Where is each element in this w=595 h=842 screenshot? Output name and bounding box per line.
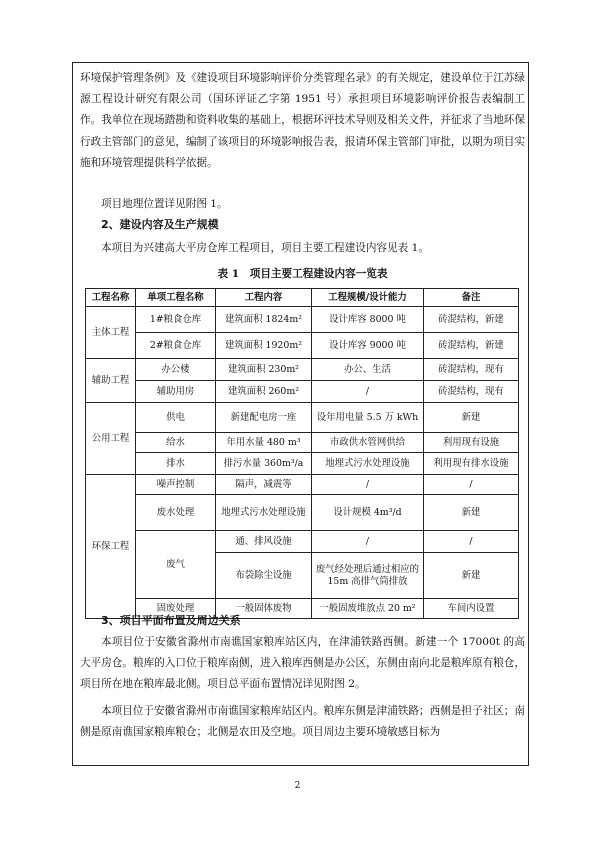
table-cell: 新建 xyxy=(424,553,519,599)
table-cell: 噪声控制 xyxy=(136,475,216,495)
table-cell: 隔声，减震等 xyxy=(216,475,312,495)
table-cell: 年用水量 480 m³ xyxy=(216,433,312,453)
table-row xyxy=(86,453,519,475)
header-cell: 工程名称 xyxy=(86,289,136,307)
table-row xyxy=(86,359,519,381)
table-cell: / xyxy=(424,475,519,495)
table-cell: 设计库容 9000 吨 xyxy=(312,333,424,359)
table-row xyxy=(86,333,519,359)
page-number: 2 xyxy=(294,781,301,791)
header-cell: 工程内容 xyxy=(216,289,312,307)
table-caption: 表 1 项目主要工程建设内容一览表 xyxy=(217,268,388,280)
table-cell: 废水处理 xyxy=(136,495,216,531)
group-cell: 辅助工程 xyxy=(86,359,136,403)
table-row xyxy=(86,381,519,403)
table-cell: 办公、生活 xyxy=(312,359,424,381)
table-cell: 砖混结构，现有 xyxy=(424,381,519,403)
header-cell: 单项工程名称 xyxy=(136,289,216,307)
table-cell: 利用现有排水设施 xyxy=(424,453,519,475)
table-row xyxy=(86,433,519,453)
table-cell: 地埋式污水处理设施 xyxy=(216,495,312,531)
table-cell: / xyxy=(312,475,424,495)
table-cell: 市政供水管网供给 xyxy=(312,433,424,453)
table-cell: 给水 xyxy=(136,433,216,453)
table-cell: 排污水量 360m³/a xyxy=(216,453,312,475)
table-cell: 供电 xyxy=(136,403,216,433)
table-row xyxy=(86,475,519,495)
table-cell: 建筑面积 1920m² xyxy=(216,333,312,359)
paragraph-regulations: 环境保护管理条例》及《建设项目环境影响评价分类管理名录》的有关规定，建设单位于江苏绿源工程设计研究有限公司（国环评证乙字第 1951 号）承担项目环境影响评价报告表编制工作。我单位在现场踏勘和资料收集的基础上，根据环评技术导则及相关文件，并征求了当地环保行政主管部门的意见，编制了该项目的环境影响报告表，报请环保主管部门审批，以期为项目实施和环境管理提供科学依据。 xyxy=(80,72,525,169)
table-cell: 设计库容 8000 吨 xyxy=(312,307,424,333)
table-cell: 砖混结构，现有 xyxy=(424,359,519,381)
group-cell: 公用工程 xyxy=(86,403,136,475)
table-cell: 新建配电房一座 xyxy=(216,403,312,433)
section-heading-construction: 2、建设内容及生产规模 xyxy=(101,218,219,231)
table-cell: 一般固废堆放点 20 m² xyxy=(312,599,424,619)
paragraph-layout: 本项目位于安徽省滁州市南谯国家粮库站区内，在津浦铁路西侧。新建一个 17000t 的高大平房仓。粮库的入口位于粮库南侧，进入粮库西侧是办公区，东侧由南向北是粮库原有粮仓，项目所在地在粮库最北侧。项目总平面布置情况详见附图 2。 xyxy=(80,636,525,691)
paragraph-construction: 本项目为兴建高大平房仓库工程项目，项目主要工程建设内容见表 1。 xyxy=(101,242,429,254)
table-cell: 地埋式污水处理设施 xyxy=(312,453,424,475)
table-cell: 办公楼 xyxy=(136,359,216,381)
table-cell: 辅助用房 xyxy=(136,381,216,403)
group-cell: 环保工程 xyxy=(86,475,136,619)
section-heading-layout: 3、项目平面布置及周边关系 xyxy=(101,614,241,627)
table-row xyxy=(86,531,519,553)
table-cell: 建筑面积 1824m² xyxy=(216,307,312,333)
table-cell: 车间内设置 xyxy=(424,599,519,619)
table-header-row xyxy=(86,289,519,307)
header-cell: 工程规模/设计能力 xyxy=(312,289,424,307)
construction-table xyxy=(85,288,519,619)
group-cell: 主体工程 xyxy=(86,307,136,359)
table-cell: 1#粮食仓库 xyxy=(136,307,216,333)
table-cell: / xyxy=(424,531,519,553)
table-cell: 建筑面积 230m² xyxy=(216,359,312,381)
paragraph-surroundings: 本项目位于安徽省滁州市南谯国家粮库站区内。粮库东侧是津浦铁路；西侧是担子社区；南侧是原南谯国家粮库粮仓；北侧是农田及空地。项目周边主要环境敏感目标为 xyxy=(80,705,525,739)
table-row xyxy=(86,307,519,333)
table-row xyxy=(86,495,519,531)
paragraph-location: 项目地理位置详见附图 1。 xyxy=(101,198,228,210)
table-cell: 废气 xyxy=(136,531,216,599)
table-cell: 通、排风设施 xyxy=(216,531,312,553)
table-cell: 建筑面积 260m² xyxy=(216,381,312,403)
table-cell: 砖混结构，新建 xyxy=(424,333,519,359)
table-cell: 利用现有设施 xyxy=(424,433,519,453)
table-cell: / xyxy=(312,531,424,553)
table-cell: 固废处理 xyxy=(136,599,216,619)
table-cell: 废气经处理后通过相应的 15m 高排气筒排放 xyxy=(312,553,424,599)
table-cell: 设计规模 4m³/d xyxy=(312,495,424,531)
table-cell: / xyxy=(312,381,424,403)
table-cell: 排水 xyxy=(136,453,216,475)
table-cell: 2#粮食仓库 xyxy=(136,333,216,359)
table-cell: 砖混结构，新建 xyxy=(424,307,519,333)
table-cell: 新建 xyxy=(424,495,519,531)
header-cell: 备注 xyxy=(424,289,519,307)
table-cell: 设年用电量 5.5 万 kWh xyxy=(312,403,424,433)
table-cell: 新建 xyxy=(424,403,519,433)
table-row xyxy=(86,403,519,433)
table-cell: 一般固体废物 xyxy=(216,599,312,619)
table-cell: 布袋除尘设施 xyxy=(216,553,312,599)
